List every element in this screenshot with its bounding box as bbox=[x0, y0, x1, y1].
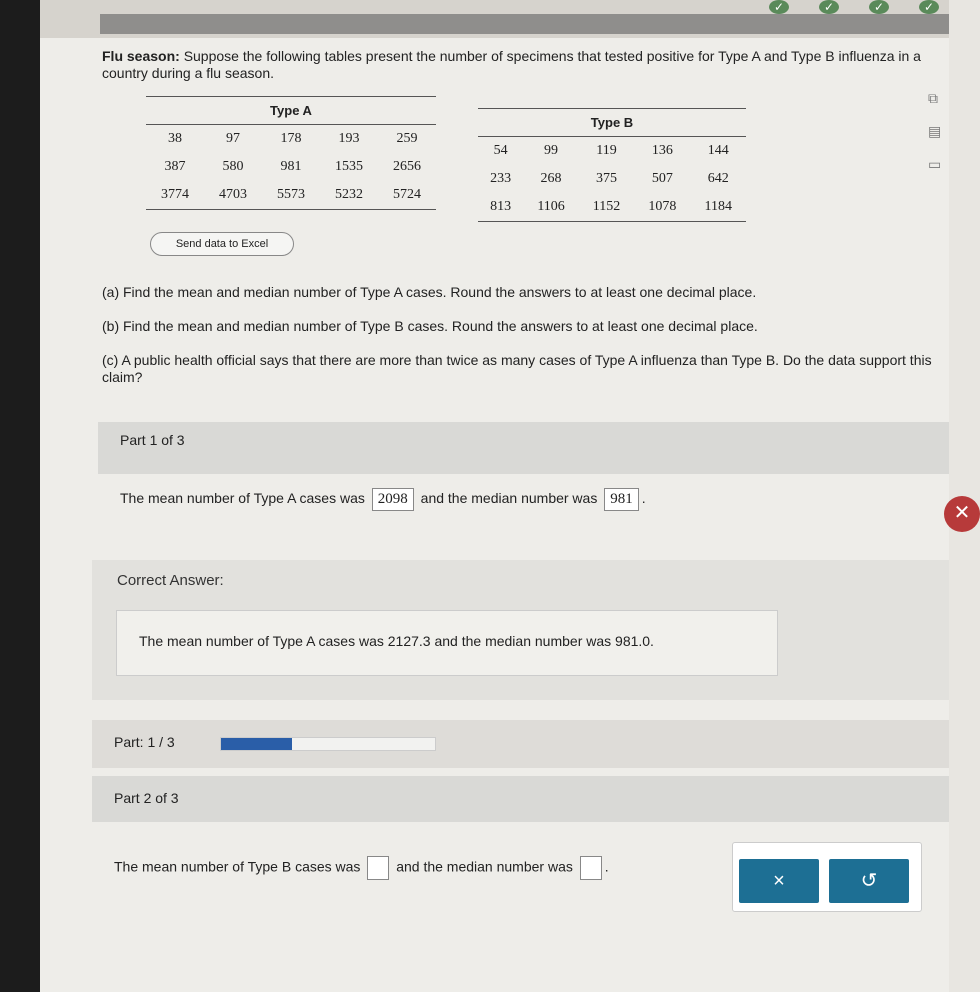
question-text bbox=[102, 48, 942, 82]
progress-mark[interactable]: ✓ bbox=[919, 0, 939, 14]
table-cell: 1535 bbox=[335, 159, 363, 174]
table-cell: 1152 bbox=[592, 199, 621, 214]
table-row bbox=[478, 137, 746, 166]
window-icon[interactable]: ▭ bbox=[928, 156, 942, 172]
part-a-text: (a) Find the mean and median number of Type A cases. Round the answers to at least one decimal place. bbox=[102, 284, 757, 300]
median-a-answer: 981 bbox=[604, 488, 639, 511]
table-cell: 507 bbox=[651, 171, 673, 186]
part2-text-start: The mean number of Type B cases was bbox=[114, 858, 361, 875]
table-cell: 178 bbox=[280, 131, 302, 146]
table-cell: 233 bbox=[490, 171, 512, 186]
table-cell: 54 bbox=[493, 143, 508, 158]
clear-button[interactable]: × bbox=[739, 859, 819, 903]
table-row bbox=[146, 181, 436, 210]
median-b-input[interactable] bbox=[580, 856, 602, 880]
screen-bezel bbox=[0, 0, 40, 992]
part1-text-start: The mean number of Type A cases was bbox=[120, 490, 365, 506]
table-row bbox=[478, 165, 746, 193]
part2-answer-area bbox=[92, 822, 949, 992]
question-parts bbox=[102, 284, 942, 403]
table-cell: 5232 bbox=[335, 187, 363, 202]
table-cell: 119 bbox=[596, 143, 617, 158]
correct-answer-box bbox=[116, 610, 778, 676]
table-cell: 2656 bbox=[393, 159, 421, 174]
table-cell: 193 bbox=[338, 131, 360, 146]
table-cell: 375 bbox=[596, 171, 617, 186]
table-cell: 580 bbox=[222, 159, 244, 174]
undo-button[interactable]: ↺ bbox=[829, 859, 909, 903]
correct-answer-text: The mean number of Type A cases was 2127.3 and the median number was 981.0. bbox=[139, 633, 654, 649]
part1-title: Part 1 of 3 bbox=[120, 432, 185, 448]
mean-a-answer: 2098 bbox=[372, 488, 414, 511]
question-page bbox=[40, 38, 971, 992]
type-a-table bbox=[146, 96, 436, 210]
table-cell: 3774 bbox=[161, 187, 189, 202]
part2-header bbox=[92, 776, 949, 822]
part2-answer-line bbox=[114, 856, 609, 880]
table-cell: 1106 bbox=[537, 199, 565, 214]
table-cell: 144 bbox=[707, 143, 729, 158]
part2-text-end: . bbox=[604, 858, 609, 875]
answer-actions bbox=[732, 842, 922, 912]
question-lead: Flu season: bbox=[102, 48, 180, 64]
table-cell: 259 bbox=[396, 131, 418, 146]
table-row bbox=[478, 193, 746, 222]
copy-icon[interactable]: ⧉ bbox=[928, 90, 938, 106]
part-b-text: (b) Find the mean and median number of Type B cases. Round the answers to at least one decimal place. bbox=[102, 318, 758, 334]
table-cell: 981 bbox=[280, 159, 302, 174]
correct-answer-panel bbox=[92, 560, 949, 700]
table-row bbox=[146, 125, 436, 154]
progress-bar-track bbox=[220, 737, 436, 751]
table-row bbox=[146, 153, 436, 181]
part-progress bbox=[92, 720, 949, 768]
part2-title: Part 2 of 3 bbox=[114, 790, 179, 806]
table-cell: 97 bbox=[226, 131, 240, 146]
part1-text-end: . bbox=[641, 490, 646, 506]
table-cell: 99 bbox=[544, 143, 559, 158]
type-b-table bbox=[478, 108, 746, 222]
part1-text-mid: and the median number was bbox=[420, 490, 598, 506]
table-cell: 1078 bbox=[648, 199, 677, 214]
table-cell: 5573 bbox=[277, 187, 305, 202]
type-a-header: Type A bbox=[146, 97, 436, 125]
table-cell: 1184 bbox=[704, 199, 732, 214]
table-cell: 136 bbox=[651, 143, 673, 158]
part1-header bbox=[98, 422, 949, 474]
document-icon[interactable]: ▤ bbox=[928, 123, 942, 139]
mean-b-input[interactable] bbox=[367, 856, 389, 880]
progress-bar-fill bbox=[221, 738, 292, 750]
type-b-header: Type B bbox=[478, 109, 746, 137]
side-toolbar bbox=[928, 90, 941, 173]
part-c-text: (c) A public health official says that there are more than twice as many cases of Type A influenza than Type B. Do the data support this claim? bbox=[102, 352, 932, 385]
table-cell: 4703 bbox=[219, 187, 247, 202]
table-cell: 38 bbox=[168, 131, 182, 146]
incorrect-icon: ✕ bbox=[944, 496, 980, 532]
question-progress-icons bbox=[769, 0, 939, 14]
progress-mark[interactable]: ✓ bbox=[869, 0, 889, 14]
progress-mark[interactable]: ✓ bbox=[769, 0, 789, 14]
table-cell: 813 bbox=[490, 199, 512, 214]
send-to-excel-button[interactable]: Send data to Excel bbox=[150, 232, 294, 256]
table-cell: 387 bbox=[164, 159, 186, 174]
question-body: Suppose the following tables present the number of specimens that tested positive for Type A and Type B influenza in a country during a flu season. bbox=[102, 48, 921, 81]
correct-answer-title: Correct Answer: bbox=[117, 572, 224, 589]
header-strip bbox=[100, 14, 949, 34]
table-cell: 268 bbox=[540, 171, 562, 186]
table-cell: 5724 bbox=[393, 187, 421, 202]
part-progress-label: Part: 1 / 3 bbox=[114, 734, 175, 750]
part1-answer-line bbox=[120, 488, 646, 511]
progress-mark[interactable]: ✓ bbox=[819, 0, 839, 14]
part2-text-mid: and the median number was bbox=[396, 858, 573, 875]
table-cell: 642 bbox=[707, 171, 729, 186]
